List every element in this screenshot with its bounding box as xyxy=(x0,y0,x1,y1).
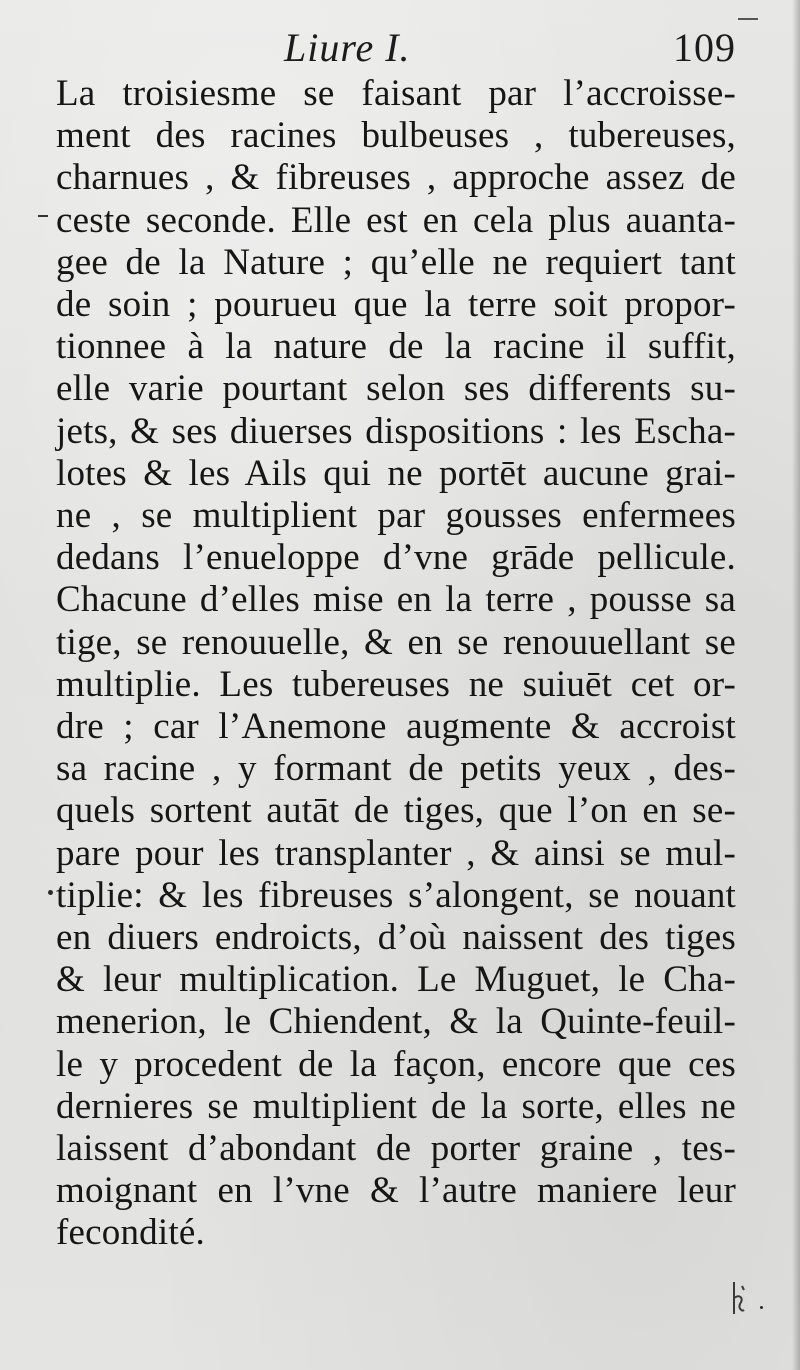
text-line: jets, & ses diuerses dispositions : les Escha- xyxy=(56,410,736,452)
text-line: moignant en l’vne & l’autre maniere leur xyxy=(56,1170,736,1212)
text-line: de soin ; pourueu que la terre soit propor- xyxy=(56,284,736,326)
text-line: lotes & les Ails qui ne portēt aucune grai- xyxy=(56,452,736,494)
text-line: sa racine , y formant de petits yeux , des- xyxy=(56,748,736,790)
text-line: ne , se multiplient par gousses enfermees xyxy=(56,495,736,537)
text-line: tige, se renouuelle, & en se renouuellant se xyxy=(56,621,736,663)
margin-mark xyxy=(38,215,48,217)
page-header xyxy=(56,22,746,78)
top-edge-mark xyxy=(738,18,758,20)
ink-speck xyxy=(760,1306,763,1309)
text-line: ceste seconde. Elle est en cela plus auanta- xyxy=(56,199,736,241)
text-line: La troisiesme se faisant par l’accroisse- xyxy=(56,73,736,114)
text-line: laissent d’abondant de porter graine , tes- xyxy=(56,1128,736,1170)
text-line: dre ; car l’Anemone augmente & accroist xyxy=(56,706,736,748)
text-line: charnues , & fibreuses , approche assez de xyxy=(56,157,736,199)
text-line: pare pour les transplanter , & ainsi se mul- xyxy=(56,832,736,874)
ink-mark-icon xyxy=(728,1280,750,1318)
text-line: dedans l’enueloppe d’vne grāde pellicule. xyxy=(56,537,736,579)
text-line: tiplie: & les fibreuses s’alongent, se nouant xyxy=(56,874,736,916)
text-line: dernieres se multiplient de la sorte, elles ne xyxy=(56,1085,736,1127)
text-line: Chacune d’elles mise en la terre , pousse sa xyxy=(56,579,736,621)
text-line: ment des racines bulbeuses , tubereuses, xyxy=(56,115,736,157)
text-line: fecondité. xyxy=(56,1212,205,1254)
text-line: en diuers endroicts, d’où naissent des tiges xyxy=(56,917,736,959)
text-line: quels sortent autāt de tiges, que l’on en se- xyxy=(56,790,736,832)
page-number: 109 xyxy=(673,25,736,70)
page-edge-shadow xyxy=(792,0,800,1370)
body-text xyxy=(56,73,736,1255)
text-line: tionnee à la nature de la racine il suffit, xyxy=(56,326,736,368)
ink-speck xyxy=(48,890,53,895)
text-line: menerion, le Chiendent, & la Quinte-feuil- xyxy=(56,1001,736,1043)
text-line: gee de la Nature ; qu’elle ne requiert tant xyxy=(56,241,736,283)
running-head: Liure I. xyxy=(284,25,411,70)
text-line: le y procedent de la façon, encore que ces xyxy=(56,1043,736,1085)
text-line: elle varie pourtant selon ses differents su- xyxy=(56,368,736,410)
text-line: & leur multiplication. Le Muguet, le Cha- xyxy=(56,959,736,1001)
text-line: multiplie. Les tubereuses ne suiuēt cet or- xyxy=(56,663,736,705)
